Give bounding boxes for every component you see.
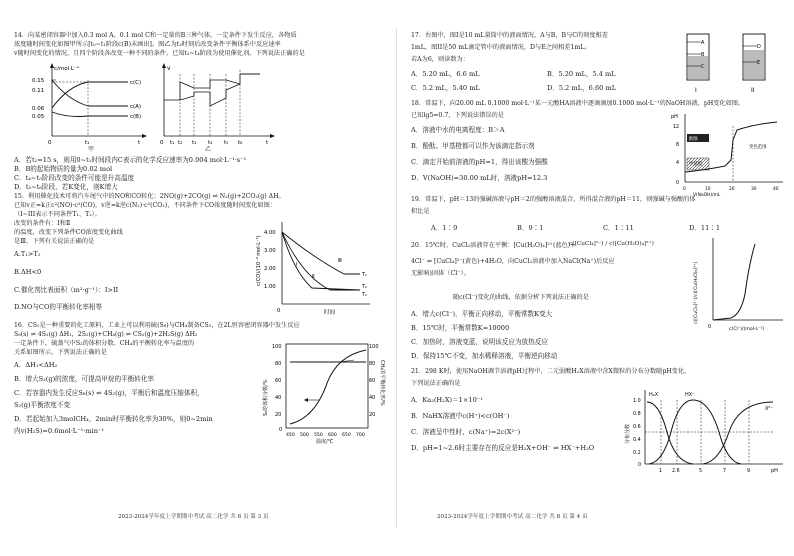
q17-label: D (757, 44, 761, 50)
q16-ytick: 20 (275, 412, 282, 418)
q16-ytick-right: 40 (369, 395, 376, 401)
q16-ytick: 60 (275, 378, 282, 384)
q15-temp-label: T₂ (362, 284, 368, 290)
q15-figure (254, 216, 374, 318)
q14a-curve-label: c(A) (130, 104, 142, 110)
q18-xtick: 20 (729, 187, 735, 192)
q18-xtick: 0 (683, 187, 686, 192)
q14a-curve-label: c(B) (130, 114, 142, 120)
q18-option-d: D．V(NaOH)=30.00 mL时，溶液pH=12.3 (411, 174, 548, 182)
q17-label: E (757, 60, 761, 66)
q17-label: A (701, 40, 705, 46)
q18-option-b: B．酚酞、甲基橙都可以作为该滴定指示剂 (411, 142, 535, 150)
q21-ytick: 0 (638, 463, 642, 468)
q21-xtick: 5 (699, 469, 703, 474)
q21-xtick: 9 (747, 469, 751, 474)
q17-option-a: A．5.20 mL，6.6 mL (411, 70, 480, 78)
q21-ytick: 1.0 (633, 399, 641, 404)
q18-option-c: C．滴定开始前溶液的pH=1，得出该酸为强酸 (411, 158, 548, 166)
q15-ytick: 1.00 (264, 284, 276, 290)
q21-ytick: 0.6 (633, 425, 641, 430)
q20-figure (691, 234, 787, 334)
q16-line-2: S₈(s) ⇌ 4S₂(g) ΔH₁，2S₂(g)+CH₄(g) ⇌ CS₂(g)+2H₂S(g) ΔH₂ (14, 331, 198, 338)
q20-option-d: D．保持15℃不变，加水稀释溶液，平衡逆向移动 (411, 352, 558, 360)
q14a-ytick: 0.15 (32, 78, 45, 84)
q18-ytick: 4 (676, 161, 680, 166)
q17-option-c: C．5.2 mL，5.40 mL (411, 84, 480, 92)
q16-xtick: 450 (286, 433, 295, 438)
q15-line-1: 15．利用催化技术可将汽车尾气中的NO和CO转化：2NO(g)+2CO(g) ⇌ N₂(g)+2CO₂(g) ΔH。 (14, 193, 285, 200)
q21-option-d: D．pH=1~2.6时主要存在的反应是H₂X+OH⁻ ⇌ HX⁻+H₂O (411, 444, 595, 452)
q14b-xtick: t₂ (178, 140, 183, 146)
q16-ytick-right: 100 (369, 344, 379, 350)
q17-label: B (701, 52, 705, 58)
q14a-curve-label: c(C) (130, 80, 142, 86)
q14b-xtick: t₆ (238, 140, 243, 146)
q14b-xtick: t₃ (192, 140, 197, 146)
q20-ylabel: c([CuCl₄]²⁻)/c([Cu(H₂O)₄]²⁺) (694, 261, 699, 324)
q21-species: X²⁻ (765, 406, 774, 412)
q21-option-a: A．Ka₂(H₂X)＝1×10⁻¹ (411, 396, 483, 404)
right-page (397, 0, 794, 556)
q16-xtick: 650 (342, 433, 351, 438)
q14b-xtick: t (266, 140, 269, 146)
q18-xtick: 10 (705, 187, 711, 192)
q16-ytick-right: 60 (369, 378, 376, 384)
q16-option-b: B．增大S₂(g)的浓度，可提高甲烷的平衡转化率 (14, 375, 155, 383)
q20-line-1: 20．15℃时，CuCl₂溶液存在平衡：[Cu(H₂O)₄]²⁺(蓝色)+ (411, 242, 576, 249)
q16-ylabel-left: S₂的体积分数/% (263, 379, 269, 416)
q20-line-4: 随c(Cl⁻)变化的曲线，依据分析下列说法正确的是 (453, 294, 589, 301)
q16-xtick: 500 (300, 433, 309, 438)
q21-ylabel: 分布分数 (625, 423, 631, 444)
q19-line-2: 积比是 (411, 208, 430, 215)
q14-line-2: 浓度随时间变化如图甲所示[t₀~t₁阶段c(B)未画出]。图乙为t₂时刻后改变条件平衡体系中反应速率 (14, 41, 281, 48)
q15-option-c: C.催化剂比表面积（m²·g⁻¹）：I>II (14, 286, 119, 294)
q16-xlabel: 温度/℃ (316, 439, 334, 445)
q16-ytick: 100 (272, 344, 282, 350)
q21-ytick: 0.2 (633, 451, 641, 456)
q21-xtick: 2.6 (672, 469, 680, 474)
q18-ytick: 12 (673, 125, 680, 130)
q21-line-2: 下列说法正确的是 (411, 380, 461, 387)
q17-label: C (701, 64, 705, 70)
q16-option-a: A．ΔH₁<ΔH₂ (14, 361, 58, 369)
q17-figure (681, 26, 787, 96)
q18-legend: 变色范围 (749, 145, 767, 150)
q20-option-c: C．加热时，溶液变蓝，说明该反应为放热反应 (411, 338, 548, 346)
q14-option-a: A．若t₁=15 s，则用0~t₁时间段内C表示的化学反应速率为0.004 mol·L⁻¹·s⁻¹ (14, 156, 247, 164)
q20-origin: 0 (708, 324, 712, 330)
q21-line-1: 21．298 K时，使用NaOH调节溶液pH过程中，二元弱酸H₂X溶液中含X微粒的分布分数随pH变化， (411, 368, 691, 375)
q17-caption: II (751, 87, 755, 94)
q16-ytick: 80 (275, 361, 282, 367)
q19-option-b: B．9∶1 (517, 224, 544, 232)
q20-line-3: 无影响)固体（Cl⁻）。 (411, 270, 470, 277)
q18-ytick: 8 (676, 143, 680, 148)
q14b-xtick: t₄ (208, 140, 213, 146)
q17-line-1: 17．右图中，图I是10 mL量筒中的液面情况，A与B，B与C的刻度相差 (411, 32, 608, 39)
q14-figure-a (28, 60, 148, 148)
q16-ytick: 0 (279, 427, 283, 433)
q17-line-2: 1mL，图II是50 mL滴定管中的液面情况，D与E之间相差1mL。 (411, 44, 591, 51)
q15-ytick: 3.00 (264, 248, 276, 254)
q21-species: HX⁻ (685, 392, 695, 398)
q21-species: H₂X (649, 392, 659, 398)
q16-option-d-cont: 内v(H₂S)=0.6mol·L⁻¹·min⁻¹ (14, 427, 105, 435)
q15-option-d: D.NO与CO的平衡转化率相等 (14, 303, 103, 311)
q17-line-3: 若A为6，则读数为： (411, 56, 469, 63)
q19-option-c: C．1∶11 (603, 224, 634, 232)
q15-option-b: B.ΔH<0 (14, 268, 42, 276)
q15-xlabel: 时间 (324, 310, 336, 316)
q15-line-2: 已知v正=k正c²(NO)·c²(CO)，v逆=k逆c(N₂)·c²(CO₂)，不同条件下CO浓度随时间变化如图： (14, 202, 277, 209)
q15-line-6: 是Ⅲ，下列有关说法正确的是 (14, 238, 95, 245)
q14-option-b: B．B的起始物质的量为0.02 mol (14, 165, 113, 173)
q14-line-1: 14．向某密闭容器中加入0.3 mol A、0.1 mol C和一定量的B三种气体，一定条件下发生反应，各物质 (14, 32, 297, 39)
q14b-xtick: 0 (160, 140, 164, 146)
q18-line-1: 18．常温下，向20.00 mL 0.1000 mol·L⁻¹某一元酸HA溶液中逐滴滴加0.1000 mol·L⁻¹的NaOH溶液，pH变化如图。 (411, 100, 745, 107)
q16-option-c-cont: S₂(g)平衡浓度不变 (14, 401, 71, 409)
right-page-footer: 2023-2024学年度上学期期中考试 高二化学 共 8 页 第 4 页 (437, 514, 588, 520)
q14a-curve-a (52, 80, 128, 106)
q15-option-a: A.T₁>T₂ (14, 250, 41, 258)
q18-figure (665, 110, 789, 196)
q15-ytick: 4.00 (264, 230, 276, 236)
q18-ytick: 0 (676, 181, 680, 186)
q21-option-b: B．NaHX溶液中c(H⁺)<c(OH⁻) (411, 412, 510, 420)
q16-xtick: 550 (314, 433, 323, 438)
q18-ylabel: pH (671, 114, 678, 120)
q16-ylabel-right: CH₄的平衡转化率/% (379, 360, 385, 406)
q16-line-3: 一定条件下，硫蒸气中S₂的体积分数、CH₄的平衡转化率与温度的 (14, 340, 195, 347)
q17-caption: I (695, 87, 697, 94)
q18-xlabel: V(NaOH)/mL (693, 193, 721, 198)
q18-xtick: 40 (773, 187, 779, 192)
q16-ytick: 40 (275, 395, 282, 401)
q15-line-4: 改变的条件有：Ⅰ和Ⅱ (14, 220, 71, 227)
q15-curve-label: Ⅱ (312, 274, 315, 280)
q16-line-4: 关系如图所示，下列说法正确的是 (14, 349, 107, 356)
q16-xtick: 700 (356, 433, 365, 438)
q20-line-2: 4Cl⁻ ⇌ [CuCl₄]²⁻(黄色)+4H₂O，向CuCl₂溶液中加入NaCl(Na⁺)后反应 (411, 258, 615, 265)
q21-xlabel: pH (771, 468, 778, 474)
q19-line-1: 19．常温下，pH＝13的强碱溶液与pH＝2的强酸溶液混合，所得混合液的pH＝11，则强碱与强酸的体 (411, 196, 696, 203)
q14b-xtick: t₅ (224, 140, 229, 146)
q14-figure-b (150, 60, 276, 148)
q14b-caption: 乙 (205, 146, 212, 153)
q16-curve-ch4 (290, 350, 366, 424)
q14a-ylabel: c/mol·L⁻¹ (54, 66, 80, 72)
q20-xlabel: c(Cl⁻)/(mol·L⁻¹) (729, 327, 764, 332)
q14a-xtick: t₁ (85, 140, 90, 146)
q16-ytick-right: 20 (369, 412, 376, 418)
q17-option-b: B．5.20 mL，5.4 mL (547, 70, 616, 78)
q14-option-c: C．t₄~t₅阶段改变的条件可能是升高温度 (14, 174, 135, 182)
q14b-xtick: t₁ (170, 140, 175, 146)
q14a-caption: 甲 (88, 146, 95, 153)
q14-line-3: v随时间变化的情况，且四个阶段各改变一种不同的条件。已知t₃~t₄阶段为使用催化剂。下列说法正确的是 (14, 50, 305, 57)
q19-option-a: A．1∶9 (431, 224, 458, 232)
q21-xtick: 7 (723, 469, 727, 474)
q14a-xtick: t (138, 140, 141, 146)
q16-ytick-right: 80 (369, 361, 376, 367)
q21-option-c: C．溶液呈中性时，c(Na⁺)=2c(X²⁻) (411, 428, 521, 436)
q20-option-a: A．增大c(Cl⁻)，平衡正向移动，平衡常数K变大 (411, 310, 553, 318)
q20-option-b: B．15℃时，平衡常数K=10000 (411, 324, 510, 332)
q15-curve-label: Ⅰ (296, 262, 298, 268)
q21-curve-x (703, 402, 773, 464)
q15-temp-label: T₁ (362, 272, 368, 278)
q19-option-d: D．11∶1 (689, 224, 721, 232)
q18-option-a: A．溶液中水的电离程度：B＞A (411, 126, 505, 134)
q15-curve-3 (282, 232, 360, 274)
q14b-ylabel: v (167, 65, 171, 72)
q14-option-d: D．t₅~t₆阶段，若K变化，则K增大 (14, 183, 118, 191)
q21-ytick: 0.4 (633, 438, 641, 443)
q21-figure (623, 380, 789, 480)
q18-xtick: 30 (751, 187, 757, 192)
q15-ytick: 2.00 (264, 266, 276, 272)
q14a-xtick: 0 (48, 140, 52, 146)
q15-origin: 0 (277, 308, 281, 314)
q14a-curve-b (52, 112, 128, 117)
q14a-ytick: 0.11 (32, 88, 45, 94)
q15-line-3: （I~III表示不同条件T₁、T₂）。 (14, 211, 101, 218)
q15-line-5: 的温度，改变下列条件CO浓度变化曲线 (14, 229, 123, 236)
q16-xtick: 600 (328, 433, 337, 438)
q20-equation: c([CuCl₄]²⁻) / c([Cu(H₂O)₄]²⁺) (569, 241, 654, 247)
q21-xtick: 1 (659, 469, 663, 474)
q14a-ytick: 0.06 (32, 106, 45, 112)
q20-curve (713, 244, 755, 320)
q14a-curve-c (52, 82, 128, 108)
q15-temp-label: T₁ (362, 292, 368, 298)
q16-figure (262, 338, 384, 444)
q18-line-2: 已知lg5=0.7，下列说法错误的是 (411, 112, 504, 119)
q16-line-1: 16．CS₂是一种重要的化工原料，工业上可以利用硫(S₈)与CH₄制备CS₂，在2L恒容密闭容器中发生反应 (14, 322, 300, 329)
left-page-footer: 2023-2024学年度上学期期中考试 高二化学 共 8 页 第 3 页 (118, 514, 269, 520)
q18-legend: 甲基橙 (689, 162, 703, 167)
q14a-ytick: 0.05 (32, 114, 45, 120)
q15-ylabel: c(CO)/(10⁻³ mol·L⁻¹) (256, 235, 262, 286)
q21-ytick: 0.8 (633, 412, 641, 417)
q15-curve-label: Ⅲ (338, 258, 342, 264)
q16-option-c: C．若容器内发生反应S₈(s) ⇌ 4S₂(g)，平衡后和温度压缩体积， (14, 389, 204, 397)
q17-option-d: D．5.2 mL，6.60 mL (547, 84, 617, 92)
q16-option-d: D．若起始加入3molCH₄，2min时平衡转化率为30%，则0~2min (14, 415, 213, 423)
q21-curve-h2x (647, 402, 693, 464)
q18-legend: 酚酞 (689, 137, 698, 142)
